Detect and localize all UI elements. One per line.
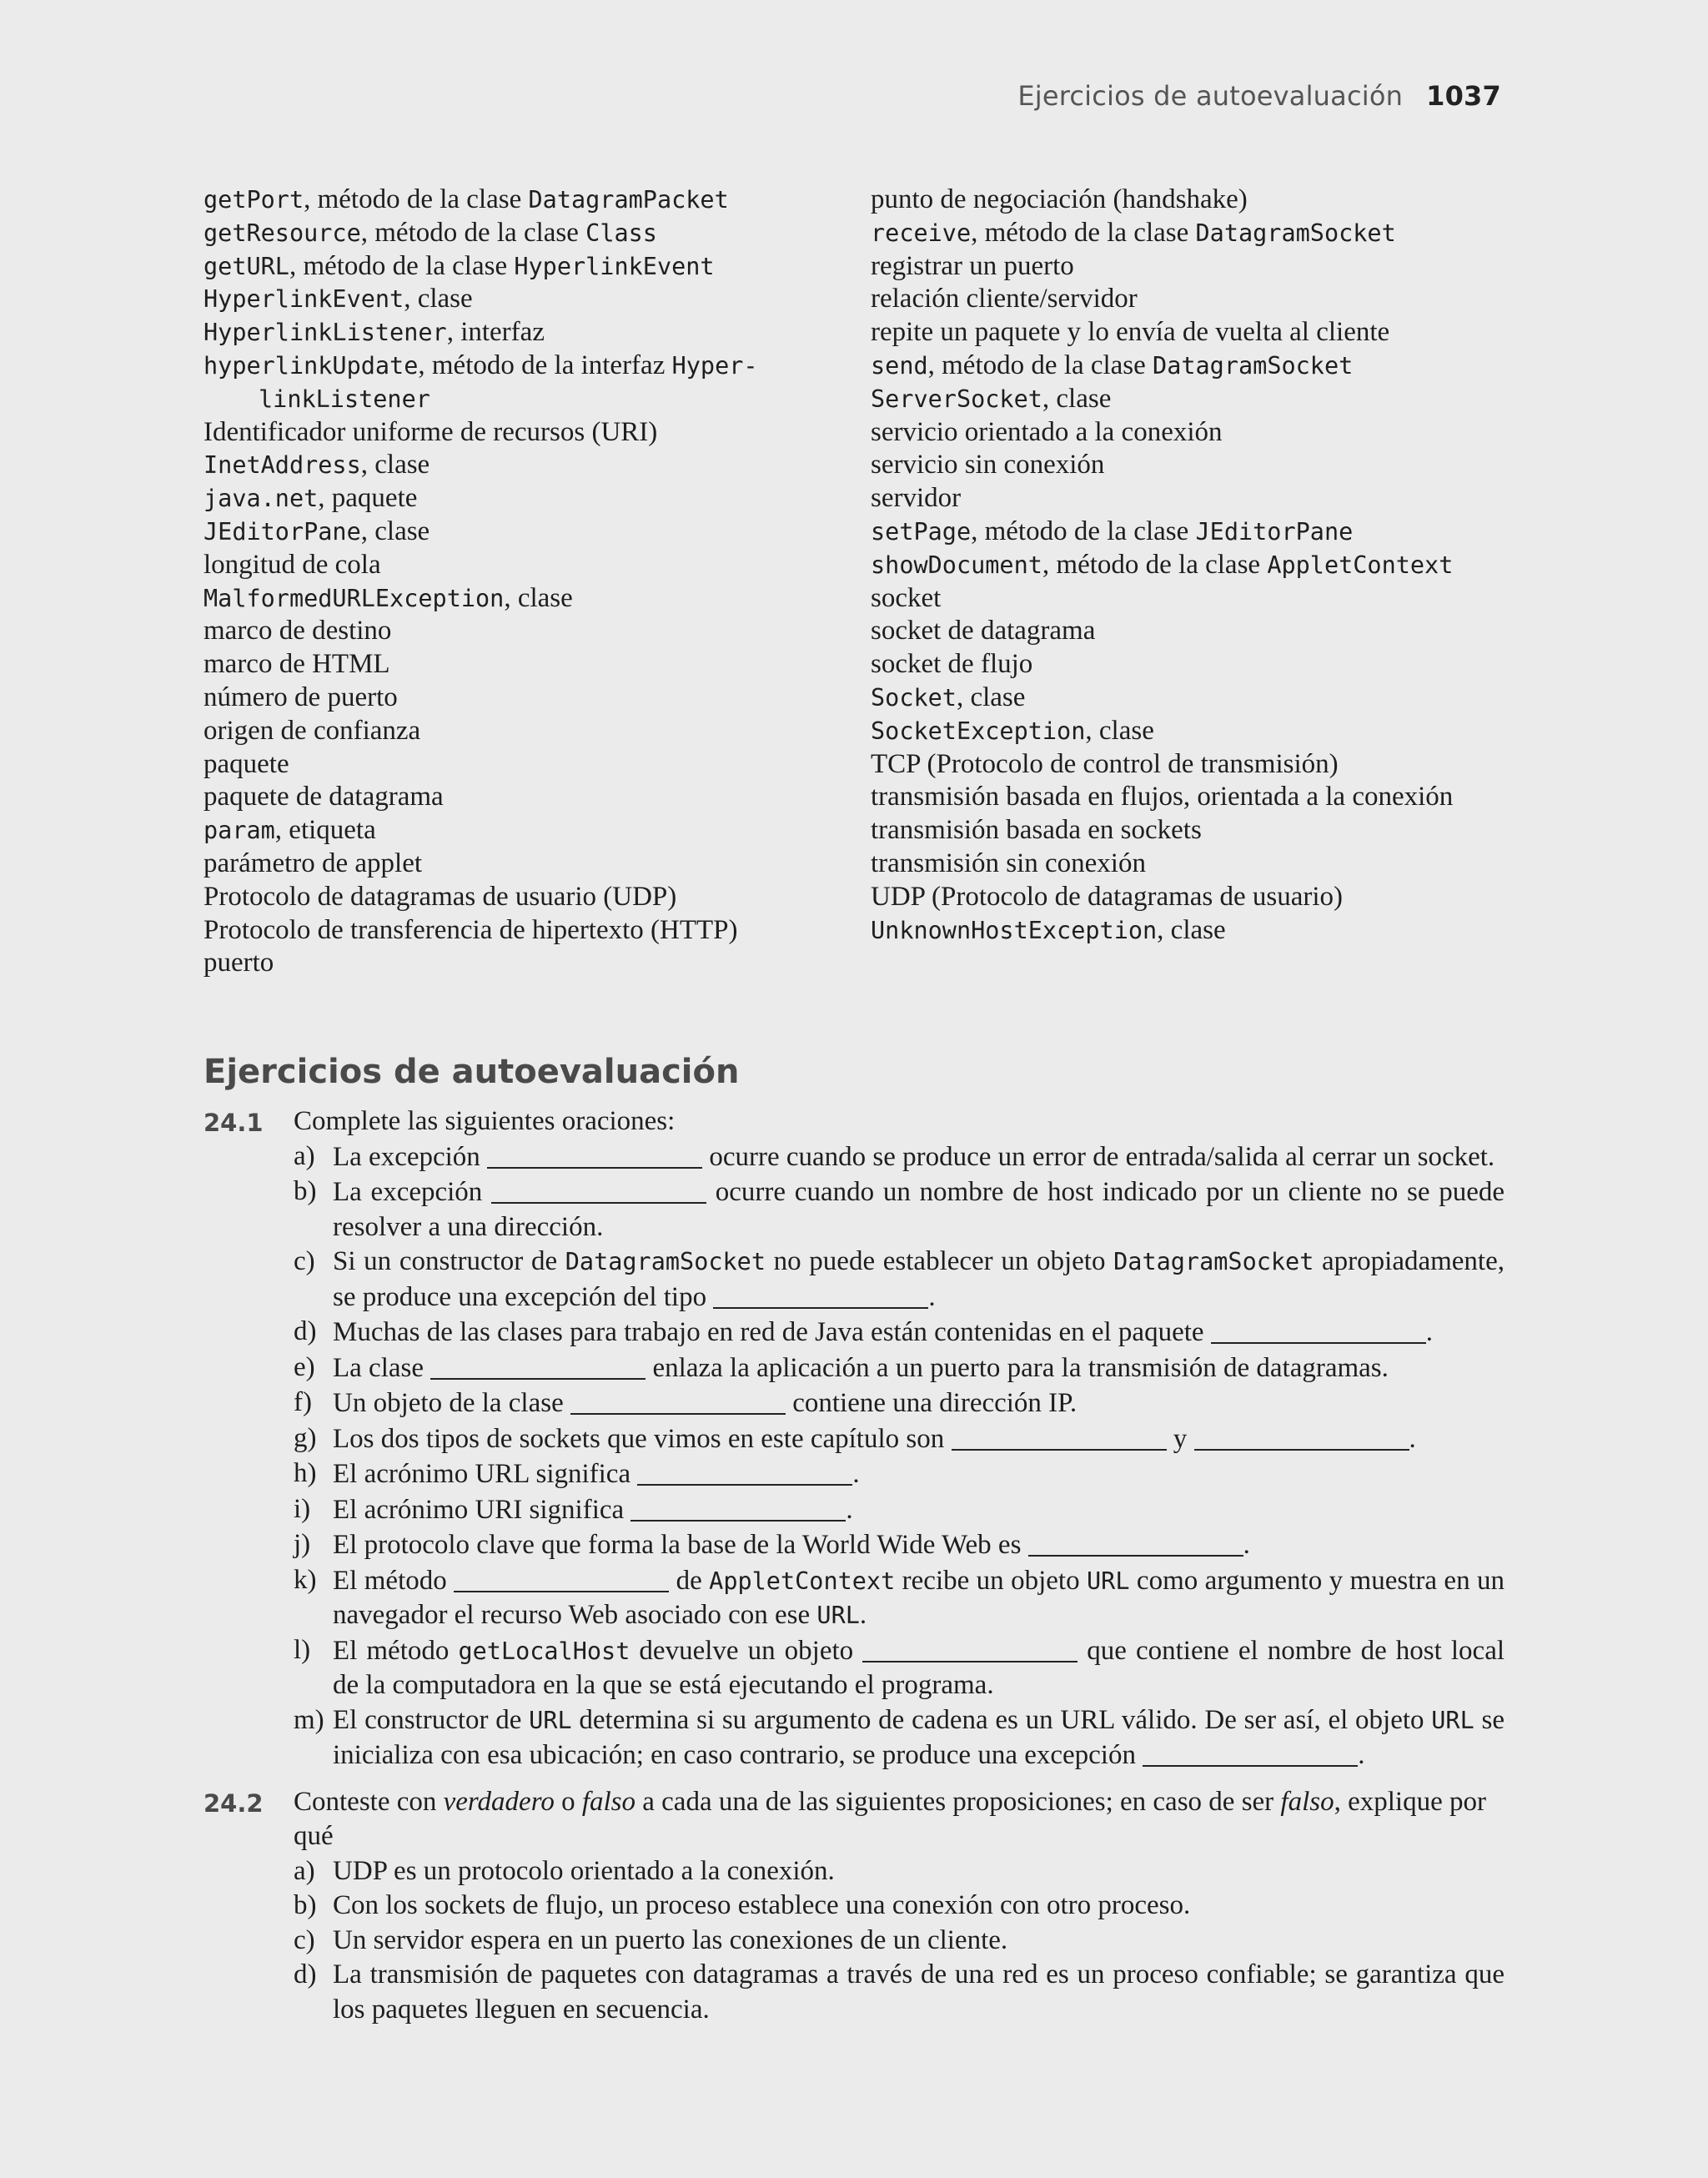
text-run: Conteste con — [294, 1786, 444, 1817]
term-text: , método de la clase — [289, 250, 515, 281]
text-run: Muchas de las clases para trabajo en red de Java están contenidas en el paquete — [333, 1317, 1211, 1347]
item-label: h) — [294, 1458, 317, 1488]
term-entry — [203, 648, 871, 682]
term-entry — [203, 184, 871, 217]
text-run: como argumento y muestra en un navegador el recurso Web asociado con ese — [333, 1565, 1505, 1630]
answer-blank — [454, 1563, 669, 1592]
item-text — [333, 1527, 1505, 1563]
answer-blank — [862, 1633, 1078, 1662]
term-entry — [203, 682, 871, 715]
exercise-item — [294, 1889, 1505, 1924]
item-text — [333, 1245, 1505, 1315]
exercise-prompt — [294, 1785, 1505, 1854]
term-code: Socket — [871, 683, 957, 712]
text-run: El protocolo clave que forma la base de la World Wide Web es — [333, 1530, 1028, 1560]
term-code: HyperlinkEvent — [514, 252, 715, 280]
text-run: enlaza la aplicación a un puerto para la transmisión de datagramas. — [646, 1352, 1389, 1383]
term-code: getResource — [203, 219, 361, 247]
item-text — [333, 1633, 1505, 1703]
term-text: repite un paquete y lo envía de vuelta al cliente — [871, 317, 1390, 348]
text-run: La clase — [333, 1352, 431, 1383]
term-text: , método de la clase — [304, 184, 529, 214]
term-text: , clase — [1085, 715, 1154, 746]
term-text: , método de la clase — [971, 217, 1196, 248]
text-run: y — [1166, 1423, 1194, 1454]
term-entry — [203, 914, 871, 948]
term-entry — [203, 482, 871, 516]
text-run: . — [928, 1281, 936, 1312]
term-entry — [203, 449, 871, 482]
term-text: relación cliente/servidor — [871, 284, 1138, 314]
term-entry — [871, 350, 1505, 383]
item-label: g) — [294, 1422, 317, 1453]
term-text: , método de la clase — [971, 516, 1196, 546]
term-code: JEditorPane — [203, 517, 361, 546]
answer-blank — [952, 1421, 1167, 1451]
answer-blank — [491, 1175, 706, 1204]
term-entry — [871, 449, 1505, 482]
exercise-item — [294, 1563, 1505, 1633]
running-header — [1017, 80, 1501, 112]
term-code: DatagramPacket — [528, 186, 729, 214]
term-text: , clase — [360, 450, 430, 480]
term-entry — [203, 848, 871, 881]
terminology-column-left — [203, 184, 871, 980]
term-entry — [203, 748, 871, 782]
term-entry — [871, 582, 1505, 616]
term-entry — [203, 814, 871, 848]
exercise-item — [294, 1958, 1505, 2027]
term-text: , método de la clase — [360, 217, 586, 248]
item-text — [333, 1492, 1505, 1528]
answer-blank — [1143, 1738, 1358, 1767]
term-code: getURL — [203, 252, 289, 280]
text-run: Si un constructor de — [333, 1246, 565, 1276]
term-text: paquete — [203, 748, 289, 779]
term-code: InetAddress — [203, 451, 361, 480]
inline-code: URL — [1431, 1706, 1474, 1734]
text-run: . — [1243, 1530, 1250, 1560]
text-run: a cada una de las siguientes proposiciones; en caso de ser — [635, 1786, 1281, 1817]
term-text: , clase — [1042, 383, 1112, 414]
inline-code: AppletContext — [709, 1567, 896, 1595]
term-entry — [871, 549, 1505, 582]
term-entry — [203, 250, 871, 284]
answer-blank — [630, 1492, 846, 1522]
exercise-prompt — [294, 1104, 1505, 1139]
item-text — [333, 1563, 1505, 1633]
text-run: El método — [333, 1635, 459, 1666]
term-code: ServerSocket — [871, 385, 1042, 413]
text-run: recibe un objeto — [895, 1565, 1088, 1596]
text-run: . — [1358, 1740, 1365, 1770]
item-text — [333, 1386, 1505, 1421]
term-entry — [871, 615, 1505, 648]
item-label: c) — [294, 1924, 315, 1955]
term-text: servidor — [871, 483, 962, 514]
text-run: . — [852, 1459, 860, 1489]
answer-blank — [1028, 1527, 1243, 1557]
text-run: La excepción — [333, 1141, 488, 1172]
exercise-item — [294, 1527, 1505, 1563]
term-text: , clase — [1157, 914, 1226, 945]
header-title: Ejercicios de autoevaluación — [1017, 80, 1404, 112]
term-code: HyperlinkListener — [203, 319, 447, 347]
text-run: El acrónimo URI significa — [333, 1494, 631, 1525]
term-text: origen de confianza — [203, 715, 421, 746]
term-entry — [203, 383, 871, 416]
item-label: d) — [294, 1959, 317, 1989]
term-text: servicio sin conexión — [871, 450, 1105, 480]
term-entry — [203, 416, 871, 450]
exercise-items — [294, 1854, 1505, 2028]
text-run: no puede establecer un objeto — [765, 1246, 1114, 1276]
term-code: showDocument — [871, 551, 1042, 579]
exercise-item — [294, 1924, 1505, 1959]
term-text: Protocolo de datagramas de usuario (UDP) — [203, 881, 677, 912]
term-code: hyperlinkUpdate — [203, 351, 419, 380]
term-entry — [203, 781, 871, 814]
item-label: l) — [294, 1634, 311, 1665]
text-run: de — [669, 1565, 710, 1596]
inline-code: DatagramSocket — [1113, 1248, 1314, 1275]
term-code: Hyper- — [671, 351, 758, 380]
answer-blank — [1211, 1315, 1426, 1344]
item-label: a) — [294, 1140, 315, 1171]
term-entry — [203, 316, 871, 350]
term-text: , etiqueta — [274, 815, 376, 846]
text-run: apropiadamente, se produce una excepción del tipo — [333, 1246, 1505, 1312]
item-text — [333, 1854, 1505, 1889]
inline-code: DatagramSocket — [565, 1248, 766, 1275]
exercise-number: 24.2 — [203, 1788, 264, 1818]
text-run: devuelve un objeto — [630, 1635, 863, 1666]
item-label: i) — [294, 1493, 311, 1524]
term-entry — [871, 715, 1505, 748]
term-entry — [871, 316, 1505, 350]
exercise-item — [294, 1351, 1505, 1386]
terminology-column-right — [871, 184, 1505, 980]
term-text: socket de datagrama — [871, 616, 1096, 646]
term-entry — [871, 748, 1505, 782]
term-text: socket — [871, 582, 942, 613]
term-entry — [871, 383, 1505, 416]
term-text: transmisión basada en sockets — [871, 815, 1202, 846]
term-text: marco de destino — [203, 616, 392, 646]
term-text: , clase — [504, 582, 573, 613]
item-label: m) — [294, 1704, 324, 1735]
term-entry — [871, 184, 1505, 217]
term-entry — [871, 814, 1505, 848]
item-text — [333, 1421, 1505, 1457]
exercise-item — [294, 1175, 1505, 1245]
inline-code: URL — [816, 1602, 860, 1629]
term-text: servicio orientado a la conexión — [871, 416, 1223, 447]
italic-text: falso — [581, 1786, 636, 1817]
item-text — [333, 1703, 1505, 1773]
term-entry — [203, 947, 871, 980]
exercise-item — [294, 1139, 1505, 1175]
term-code: JEditorPane — [1195, 517, 1354, 546]
term-entry — [871, 516, 1505, 549]
term-entry — [871, 482, 1505, 516]
text-run: o — [554, 1786, 582, 1817]
inline-code: URL — [1087, 1567, 1130, 1595]
term-text: , interfaz — [446, 317, 545, 348]
text-run: . — [1425, 1317, 1434, 1347]
text-run: El constructor de — [333, 1704, 530, 1735]
term-code: Class — [585, 219, 657, 247]
answer-blank — [487, 1139, 702, 1169]
exercise-body — [294, 1785, 1505, 2028]
term-code: receive — [871, 219, 972, 247]
term-text: punto de negociación (handshake) — [871, 184, 1248, 214]
text-run: que contiene el nombre de host local de la computadora en la que se está ejecutando el programa. — [333, 1635, 1505, 1700]
term-entry — [203, 715, 871, 748]
exercises-list — [203, 1104, 1505, 2027]
text-run: La transmisión de paquetes con datagramas a través de una red es un proceso confiable; se garantiza que los paquetes lleguen en secuencia. — [333, 1959, 1505, 2025]
term-code: SocketException — [871, 717, 1086, 745]
exercise-item — [294, 1633, 1505, 1703]
text-run: La excepción — [333, 1177, 492, 1207]
term-code: UnknownHostException — [871, 916, 1158, 944]
term-code: HyperlinkEvent — [203, 285, 404, 314]
exercise-items — [294, 1139, 1505, 1773]
answer-blank — [1194, 1421, 1409, 1451]
item-label: e) — [294, 1351, 315, 1382]
terminology-list — [203, 184, 1505, 980]
term-text: parámetro de applet — [203, 848, 423, 878]
exercise — [203, 1785, 1505, 2028]
answer-blank — [570, 1386, 786, 1415]
term-code: send — [871, 351, 928, 380]
section-title: Ejercicios de autoevaluación — [203, 1053, 740, 1091]
term-code: DatagramSocket — [1195, 219, 1396, 247]
term-entry — [871, 217, 1505, 250]
item-label: c) — [294, 1246, 315, 1276]
term-text: transmisión basada en flujos, orientada a la conexión — [871, 782, 1454, 812]
answer-blank — [430, 1351, 646, 1380]
exercise-item — [294, 1245, 1505, 1315]
term-text: , método de la interfaz — [418, 350, 672, 380]
term-code: AppletContext — [1267, 551, 1454, 579]
item-label: a) — [294, 1855, 315, 1886]
text-run: Con los sockets de flujo, un proceso establece una conexión con otro proceso. — [333, 1890, 1191, 1920]
term-entry — [203, 582, 871, 616]
item-text — [333, 1889, 1505, 1924]
text-run: determina si su argumento de cadena es un URL válido. De ser así, el objeto — [571, 1704, 1432, 1735]
exercise-item — [294, 1492, 1505, 1528]
term-code: java.net — [203, 485, 319, 513]
term-entry — [203, 549, 871, 582]
answer-blank — [637, 1456, 852, 1486]
term-text: número de puerto — [203, 682, 398, 712]
term-code: getPort — [203, 186, 304, 214]
term-entry — [203, 516, 871, 549]
term-text: marco de HTML — [203, 649, 390, 680]
term-text: , clase — [956, 682, 1026, 712]
term-entry — [871, 250, 1505, 284]
term-entry — [871, 648, 1505, 682]
term-code: linkListener — [259, 385, 430, 413]
item-text — [333, 1315, 1505, 1351]
item-label: f) — [294, 1387, 312, 1417]
term-code: MalformedURLException — [203, 584, 505, 612]
text-run: . — [846, 1494, 853, 1525]
text-run: Un servidor espera en un puerto las conexiones de un cliente. — [333, 1924, 1008, 1955]
term-text: Protocolo de transferencia de hipertexto (HTTP) — [203, 914, 738, 945]
term-entry — [871, 781, 1505, 814]
term-text: puerto — [203, 948, 274, 978]
term-text: , clase — [360, 516, 430, 546]
term-text: paquete de datagrama — [203, 782, 444, 812]
term-text: , paquete — [318, 483, 418, 514]
term-entry — [203, 350, 871, 383]
term-text: TCP (Protocolo de control de transmisión) — [871, 748, 1339, 779]
inline-code: URL — [529, 1706, 572, 1734]
term-text: Identificador uniforme de recursos (URI) — [203, 416, 658, 447]
term-text: longitud de cola — [203, 549, 381, 580]
term-entry — [871, 682, 1505, 715]
italic-text: verdadero — [443, 1786, 555, 1817]
text-run: se inicializa con esa ubicación; en caso contrario, se produce una excepción — [333, 1704, 1505, 1770]
term-text: registrar un puerto — [871, 250, 1074, 281]
item-text — [333, 1924, 1505, 1959]
item-text — [333, 1958, 1505, 2027]
term-code: param — [203, 817, 275, 845]
item-text — [333, 1139, 1505, 1175]
exercise-number: 24.1 — [203, 1109, 264, 1137]
item-label: b) — [294, 1176, 317, 1206]
term-entry — [203, 217, 871, 250]
term-text: , método de la clase — [927, 350, 1153, 380]
exercise-item — [294, 1456, 1505, 1492]
item-text — [333, 1175, 1505, 1245]
term-text: transmisión sin conexión — [871, 848, 1146, 878]
exercise-item — [294, 1854, 1505, 1889]
text-run: . — [859, 1600, 867, 1630]
inline-code: getLocalHost — [458, 1637, 630, 1665]
term-code: DatagramSocket — [1153, 351, 1354, 380]
text-run: Los dos tipos de sockets que vimos en este capítulo son — [333, 1423, 952, 1454]
text-run: UDP es un protocolo orientado a la conexión. — [333, 1855, 835, 1886]
term-entry — [871, 914, 1505, 948]
answer-blank — [713, 1280, 928, 1309]
term-text: , método de la clase — [1042, 549, 1268, 580]
text-run: , explique por qué — [294, 1786, 1486, 1851]
item-label: k) — [294, 1564, 317, 1595]
item-label: j) — [294, 1529, 311, 1559]
term-text: socket de flujo — [871, 649, 1033, 680]
text-run: contiene una dirección IP. — [785, 1388, 1078, 1418]
item-label: d) — [294, 1316, 317, 1346]
item-text — [333, 1351, 1505, 1386]
text-run: Un objeto de la clase — [333, 1388, 570, 1418]
term-entry — [203, 283, 871, 316]
term-entry — [871, 881, 1505, 914]
item-label: b) — [294, 1890, 317, 1920]
term-entry — [871, 283, 1505, 316]
text-run: ocurre cuando un nombre de host indicado por un cliente no se puede resolver a una dirección. — [333, 1177, 1505, 1242]
exercise-item — [294, 1421, 1505, 1457]
exercise-item — [294, 1703, 1505, 1773]
text-run: El acrónimo URL significa — [333, 1459, 638, 1489]
page-number: 1037 — [1426, 80, 1501, 112]
exercise-item — [294, 1386, 1505, 1421]
term-text: , clase — [404, 284, 473, 314]
term-entry — [203, 881, 871, 914]
italic-text: falso — [1280, 1786, 1334, 1817]
text-run: Complete las siguientes oraciones: — [294, 1106, 676, 1136]
text-run: ocurre cuando se produce un error de entrada/salida al cerrar un socket. — [702, 1141, 1495, 1172]
term-text: UDP (Protocolo de datagramas de usuario) — [871, 881, 1344, 912]
item-text — [333, 1456, 1505, 1492]
exercise-item — [294, 1315, 1505, 1351]
text-run: El método — [333, 1565, 455, 1596]
term-code: setPage — [871, 517, 972, 546]
text-run: . — [1409, 1423, 1416, 1454]
exercise-body — [294, 1104, 1505, 1773]
exercise — [203, 1104, 1505, 1773]
term-entry — [203, 615, 871, 648]
term-entry — [871, 416, 1505, 450]
term-entry — [871, 848, 1505, 881]
